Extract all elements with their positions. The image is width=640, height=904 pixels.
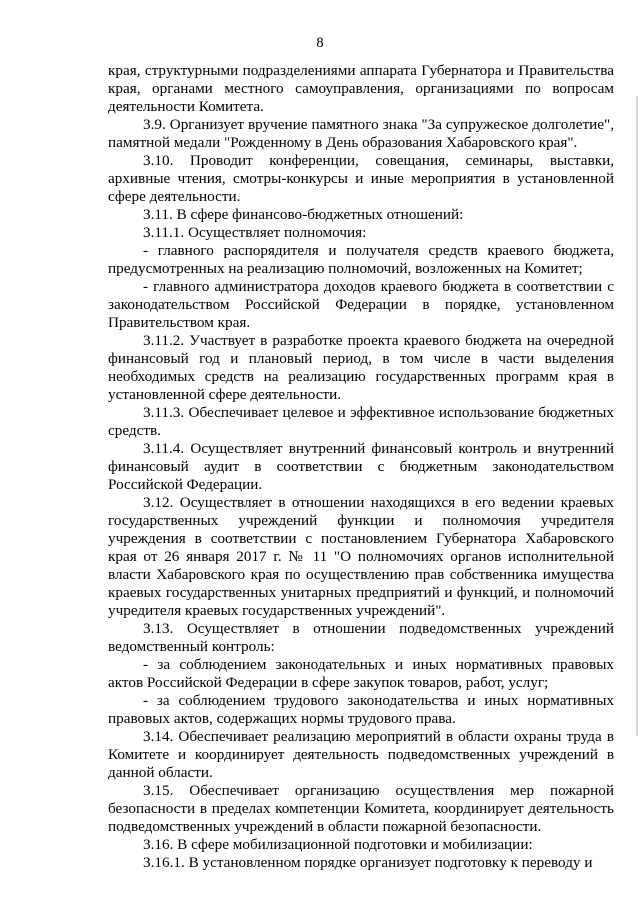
paragraph: - за соблюдением трудового законодательства и иных нормативных правовых актов, содержащих нормы трудового права. [108,692,614,727]
paragraph: - главного распорядителя и получателя средств краевого бюджета, предусмотренных на реализацию полномочий, возложенных на Комитет; [108,242,614,277]
paragraph: 3.11.3. Обеспечивает целевое и эффективное использование бюджетных средств. [108,404,614,439]
paragraph: - главного администратора доходов краевого бюджета в соответствии с законодательством Российской Федерации в порядке, установленном Правительством края. [108,278,614,331]
paragraph: 3.10. Проводит конференции, совещания, семинары, выставки, архивные чтения, смотры-конкурсы и иные мероприятия в установленной сфере деятельности. [108,152,614,205]
paragraph: 3.9. Организует вручение памятного знака "За супружеское долголетие", памятной медали "Рожденному в День образования Хабаровского края". [108,116,614,151]
page-number: 8 [316,35,324,51]
paragraph: 3.15. Обеспечивает организацию осуществления мер пожарной безопасности в пределах компетенции Комитета, координирует деятельность подведомственных учреждений в области пожарной безопасности. [108,782,614,835]
paragraph: 3.16. В сфере мобилизационной подготовки и мобилизации: [143,836,533,853]
scan-edge-shadow [636,96,638,736]
paragraph: 3.16.1. В установленном порядке организует подготовку к переводу и [143,854,593,871]
paragraph: 3.11. В сфере финансово-бюджетных отношений: [143,206,464,223]
document-body [108,62,614,872]
paragraph: - за соблюдением законодательных и иных нормативных правовых актов Российской Федерации в сфере закупок товаров, работ, услуг; [108,656,614,691]
paragraph: 3.12. Осуществляет в отношении находящихся в его ведении краевых государственных учреждений функции и полномочия учредителя учреждения в соответствии с постановлением Губернатора Хабаровского края от 26 января 2017 г. № 11 "О полномочиях органов исполнительной власти Хабаровского края по осуществлению прав собственника имущества краевых государственных унитарных предприятий и функций, и полномочий учредителя краевых государственных учреждений". [108,494,614,619]
paragraph: 3.11.1. Осуществляет полномочия: [143,224,367,241]
paragraph: 3.14. Обеспечивает реализацию мероприятий в области охраны труда в Комитете и координирует деятельность подведомственных учреждений в данной области. [108,728,614,781]
paragraph: 3.11.4. Осуществляет внутренний финансовый контроль и внутренний финансовый аудит в соответствии с бюджетным законодательством Российской Федерации. [108,440,614,493]
paragraph: края, структурными подразделениями аппарата Губернатора и Правительства края, органами местного самоуправления, организациями по вопросам деятельности Комитета. [108,62,614,115]
paragraph: 3.11.2. Участвует в разработке проекта краевого бюджета на очередной финансовый год и плановый период, в том числе в части выделения необходимых средств на реализацию государственных программ края в установленной сфере деятельности. [108,332,614,403]
paragraph: 3.13. Осуществляет в отношении подведомственных учреждений ведомственный контроль: [108,620,614,655]
